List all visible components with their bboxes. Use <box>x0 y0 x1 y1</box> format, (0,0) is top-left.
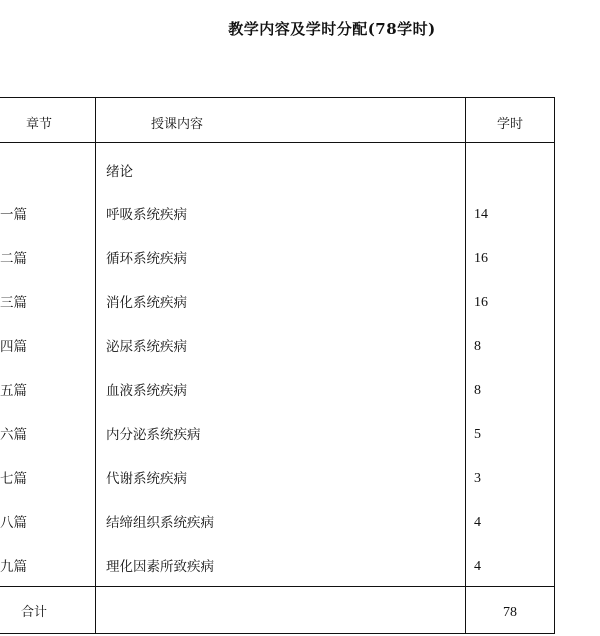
chapter-cell: 三篇 <box>0 295 27 311</box>
chapter-cell: 一篇 <box>0 207 27 223</box>
content-cell: 消化系统疾病 <box>106 295 187 311</box>
chapter-cell: 二篇 <box>0 251 27 267</box>
chapter-cell: 七篇 <box>0 471 27 487</box>
chapter-cell: 九篇 <box>0 559 27 575</box>
hours-cell: 4 <box>474 559 481 574</box>
content-cell: 血液系统疾病 <box>106 383 187 399</box>
content-cell: 理化因素所致疾病 <box>106 559 214 575</box>
content-cell: 呼吸系统疾病 <box>106 207 187 223</box>
hours-cell: 4 <box>474 515 481 530</box>
content-cell: 循环系统疾病 <box>106 251 187 267</box>
header-content: 授课内容 <box>151 117 204 132</box>
hours-cell: 8 <box>474 339 481 354</box>
total-hours: 78 <box>503 605 517 620</box>
total-divider <box>0 586 555 587</box>
content-cell: 泌尿系统疾病 <box>106 339 187 355</box>
table-border <box>0 97 555 634</box>
hours-cell: 3 <box>474 471 481 486</box>
content-cell: 内分泌系统疾病 <box>106 427 201 443</box>
chapter-cell: 八篇 <box>0 515 27 531</box>
page-title: 教学内容及学时分配(78学时) <box>228 20 436 38</box>
content-cell: 代谢系统疾病 <box>106 471 187 487</box>
content-cell: 绪论 <box>106 164 133 180</box>
column-divider-2 <box>465 97 466 634</box>
hours-cell: 14 <box>474 207 488 222</box>
header-divider <box>0 142 555 143</box>
header-hours: 学时 <box>497 117 524 132</box>
total-label: 合计 <box>21 605 48 620</box>
chapter-cell: 四篇 <box>0 339 27 355</box>
header-chapter: 章节 <box>26 117 53 132</box>
content-cell: 结缔组织系统疾病 <box>106 515 214 531</box>
hours-cell: 16 <box>474 251 488 266</box>
hours-cell: 8 <box>474 383 481 398</box>
hours-cell: 5 <box>474 427 481 442</box>
column-divider-1 <box>95 97 96 634</box>
chapter-cell: 六篇 <box>0 427 27 443</box>
chapter-cell: 五篇 <box>0 383 27 399</box>
hours-cell: 16 <box>474 295 488 310</box>
